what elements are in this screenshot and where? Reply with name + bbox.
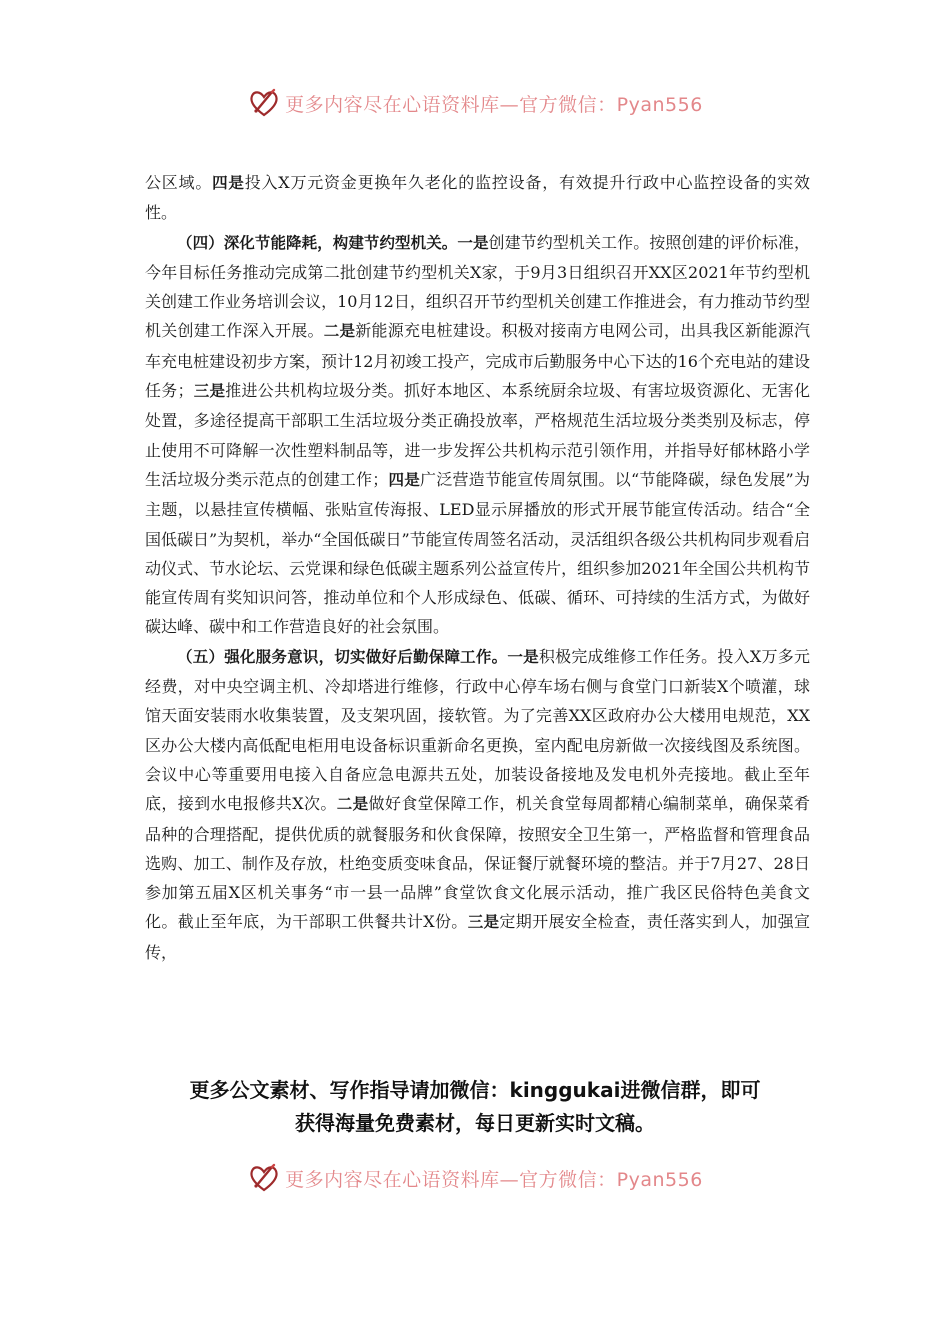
banner-wechat-id: Pyan556 bbox=[616, 1168, 703, 1191]
header-banner bbox=[0, 83, 950, 123]
promo-block bbox=[100, 1074, 850, 1140]
promo-line-2: 获得海量免费素材，每日更新实时文稿。 bbox=[295, 1111, 655, 1135]
paragraph-section-4: （四）深化节能降耗，构建节约型机关。一是创建节约型机关工作。按照创建的评价标准，今年目标任务推动完成第二批创建节约型机关X家，于9月3日组织召开XX区2021年节约型机关创建工作业务培训会议，10月12日，组织召开节约型机关创建工作推进会，有力推动节约型机关创建工作深入开展。二是新能源充电桩建设。积极对接南方电网公司，出具我区新能源汽车充电桩建设初步方案，预计12月初竣工投产，完成市后勤服务中心下达的16个充电站的建设任务；三是推进公共机构垃圾分类。抓好本地区、本系统厨余垃圾、有害垃圾资源化、无害化处置，多途径提高干部职工生活垃圾分类正确投放率，严格规范生活垃圾分类类别及标志，停止使用不可降解一次性塑料制品等，进一步发挥公共机构示范引领作用，并指导好郁林路小学生活垃圾分类示范点的创建工作；四是广泛营造节能宣传周氛围。以“节能降碳，绿色发展”为主题，以悬挂宣传横幅、张贴宣传海报、LED显示屏播放的形式开展节能宣传活动。结合“全国低碳日”为契机，举办“全国低碳日”节能宣传周签名活动，灵活组织各级公共机构同步观看启动仪式、节水论坛、云党课和绿色低碳主题系列公益宣传片，组织参加2021年全国公共机构节能宣传周有奖知识问答，推动单位和个人形成绿色、低碳、循环、可持续的生活方式，为做好碳达峰、碳中和工作营造良好的社会氛围。 bbox=[145, 232, 810, 637]
banner-text: 更多内容尽在心语资料库—官方微信：Pyan556 bbox=[285, 1168, 703, 1191]
heart-pen-logo-icon bbox=[247, 86, 281, 120]
footer-banner bbox=[0, 1158, 950, 1198]
banner-text: 更多内容尽在心语资料库—官方微信：Pyan556 bbox=[285, 93, 703, 116]
paragraph-section-5: （五）强化服务意识，切实做好后勤保障工作。一是积极完成维修工作任务。投入X万多元经费，对中央空调主机、冷却塔进行维修，行政中心停车场右侧与食堂门口新装X个喷灌，球馆天面安装雨水收集装置，及支架巩固，接软管。为了完善XX区政府办公大楼用电规范，XX区办公大楼内高低配电柜用电设备标识重新命名更换，室内配电房新做一次接线图及系统图。会议中心等重要用电接入自备应急电源共五处，加装设备接地及发电机外壳接地。截止至年底，接到水电报修共X次。二是做好食堂保障工作，机关食堂每周都精心编制菜单，确保菜肴品种的合理搭配，提供优质的就餐服务和伙食保障，按照安全卫生第一，严格监督和管理食品选购、加工、制作及存放，杜绝变质变味食品，保证餐厅就餐环境的整洁。并于7月27、28日参加第五届X区机关事务“市一县一品牌”食堂饮食文化展示活动，推广我区民俗特色美食文化。截止至年底，为干部职工供餐共计X份。三是定期开展安全检查，责任落实到人，加强宣传， bbox=[145, 646, 810, 962]
section-heading-4: （四）深化节能降耗，构建节约型机关。 bbox=[177, 233, 458, 252]
paragraph-continuation: 公区域。四是投入X万元资金更换年久老化的监控设备，有效提升行政中心监控设备的实效性。 bbox=[145, 173, 810, 223]
document-body bbox=[145, 168, 810, 967]
section-heading-5: （五）强化服务意识，切实做好后勤保障工作。 bbox=[177, 647, 508, 666]
promo-line-1: 更多公文素材、写作指导请加微信：kinggukai进微信群，即可 bbox=[189, 1078, 761, 1102]
heart-pen-logo-icon bbox=[247, 1161, 281, 1195]
banner-wechat-id: Pyan556 bbox=[616, 93, 703, 116]
